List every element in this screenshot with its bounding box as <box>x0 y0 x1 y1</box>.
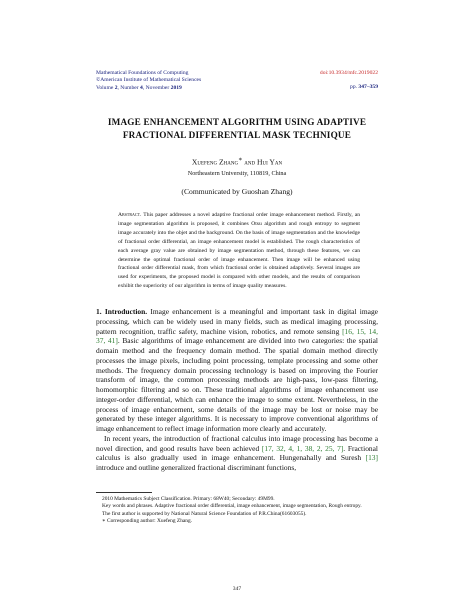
copyright-line: ©American Institute of Mathematical Sciences <box>96 77 202 84</box>
volume-line: Volume 2, Number 4, November 2019 <box>96 84 182 91</box>
journal-name: Mathematical Foundations of Computing <box>96 70 189 76</box>
corresponding-marker: ∗ <box>238 156 243 163</box>
footnote-keywords: Key words and phrases. Adaptive fractional order differential, image enhancement, image segmentation, Rough entropy. <box>102 503 362 510</box>
section-heading: 1. Introduction. <box>96 307 148 316</box>
issue-number: 4 <box>140 84 143 91</box>
paper-title <box>60 116 414 142</box>
title-line-2: FRACTIONAL DIFFERENTIAL MASK TECHNIQUE <box>122 130 352 140</box>
page-range: pp. 347–359 <box>350 84 378 91</box>
doi-link[interactable]: doi:10.3934/mfc.2019022 <box>319 70 378 76</box>
intro-paragraph-1: 1. Introduction. Image enhancement is a meaningful and important task in digital image processing, which can be widely used in many fields, such as medical imaging processing, pattern recognition, traffic safety, machine vision, robotics, and remote sensing [16, 15, 14, 37, 41]. Basic algorithms of image enhancement are divided into two categories: the spatial domain method and the frequency domain method. The spatial domain method directly processes the image pixels, including point processing, template processing and some other methods. The frequency domain processing technology is based on improving the Fourier transform of image, the common processing methods are high-pass, low-pass filtering, homomorphic filtering and so on. These traditional algorithms of image enhancement use integer-order differential, which can enhance the image to some extent. Nevertheless, in the process of image enhancement, some details of the image may be lost or noise may be generated by these integer algorithms. It is necessary to improve conventional algorithms of image enhancement to reflect image information more clearly and accurately. <box>96 307 378 433</box>
citation-link[interactable]: [17, 32, 4, 1, 38, 2, 25, 7] <box>261 443 344 453</box>
footnote-corresponding: ∗ Corresponding author: Xuefeng Zhang. <box>102 518 193 525</box>
title-line-1: IMAGE ENHANCEMENT ALGORITHM USING ADAPTIVE <box>107 117 367 127</box>
header-right <box>320 70 378 92</box>
citation-link[interactable]: [13] <box>365 453 378 463</box>
intro-paragraph-2: In recent years, the introduction of fractional calculus into image processing has become a novel direction, and good results have been achieved [17, 32, 4, 1, 38, 2, 25, 7]. Fractional calculus is also gradually used in image enhancement. Hungenahally and Suresh [13] introduce and outline generalized fractional discriminant functions, <box>96 433 378 472</box>
affiliation: Northeastern University, 110819, China <box>187 170 287 177</box>
body-text <box>96 307 378 473</box>
footnotes <box>96 496 378 526</box>
footnote-rule <box>96 492 152 493</box>
citation-link[interactable]: [16, 15, 14, 37, 41] <box>96 326 378 346</box>
footnote-msc: 2010 Mathematics Subject Classification. Primary: 68W40; Secondary: 49M99. <box>102 496 275 502</box>
page-number: 347 <box>232 586 242 592</box>
abstract-label: Abstract. <box>118 212 142 218</box>
footnote-support: The first author is supported by National Natural Science Foundation of P.R.China(61603055). <box>102 510 307 517</box>
communicated-by: (Communicated by Guoshan Zhang) <box>181 187 293 196</box>
authors: Xuefeng Zhang∗ and Hui Yan <box>191 156 283 167</box>
abstract-text: This paper addresses a novel adaptive fractional order image enhancement method. Firstly, an image segmentation algorithm is proposed, it combines Otsu algorithm and rough entropy to segment image accurately into the objet and the background. On the basis of image segmentation and the knowledge of fractional order differential, an image enhancement model is established. The rough characteristics of each average gray value are obtained by image segmentation method, through these features, we can determine the optimal fractional order of image enhancement. Then image will be enhanced using fractional order differential mask, from which fractional order is obtained adaptively. Several images are used for experiments, the proposed model is compared with other models, and the results of comparison exhibit the superiority of our algorithm in terms of image quality measures. <box>118 212 360 290</box>
abstract <box>118 211 360 291</box>
year: 2019 <box>170 84 182 91</box>
volume-number: 2 <box>114 84 118 91</box>
pages: 347–359 <box>358 84 378 91</box>
